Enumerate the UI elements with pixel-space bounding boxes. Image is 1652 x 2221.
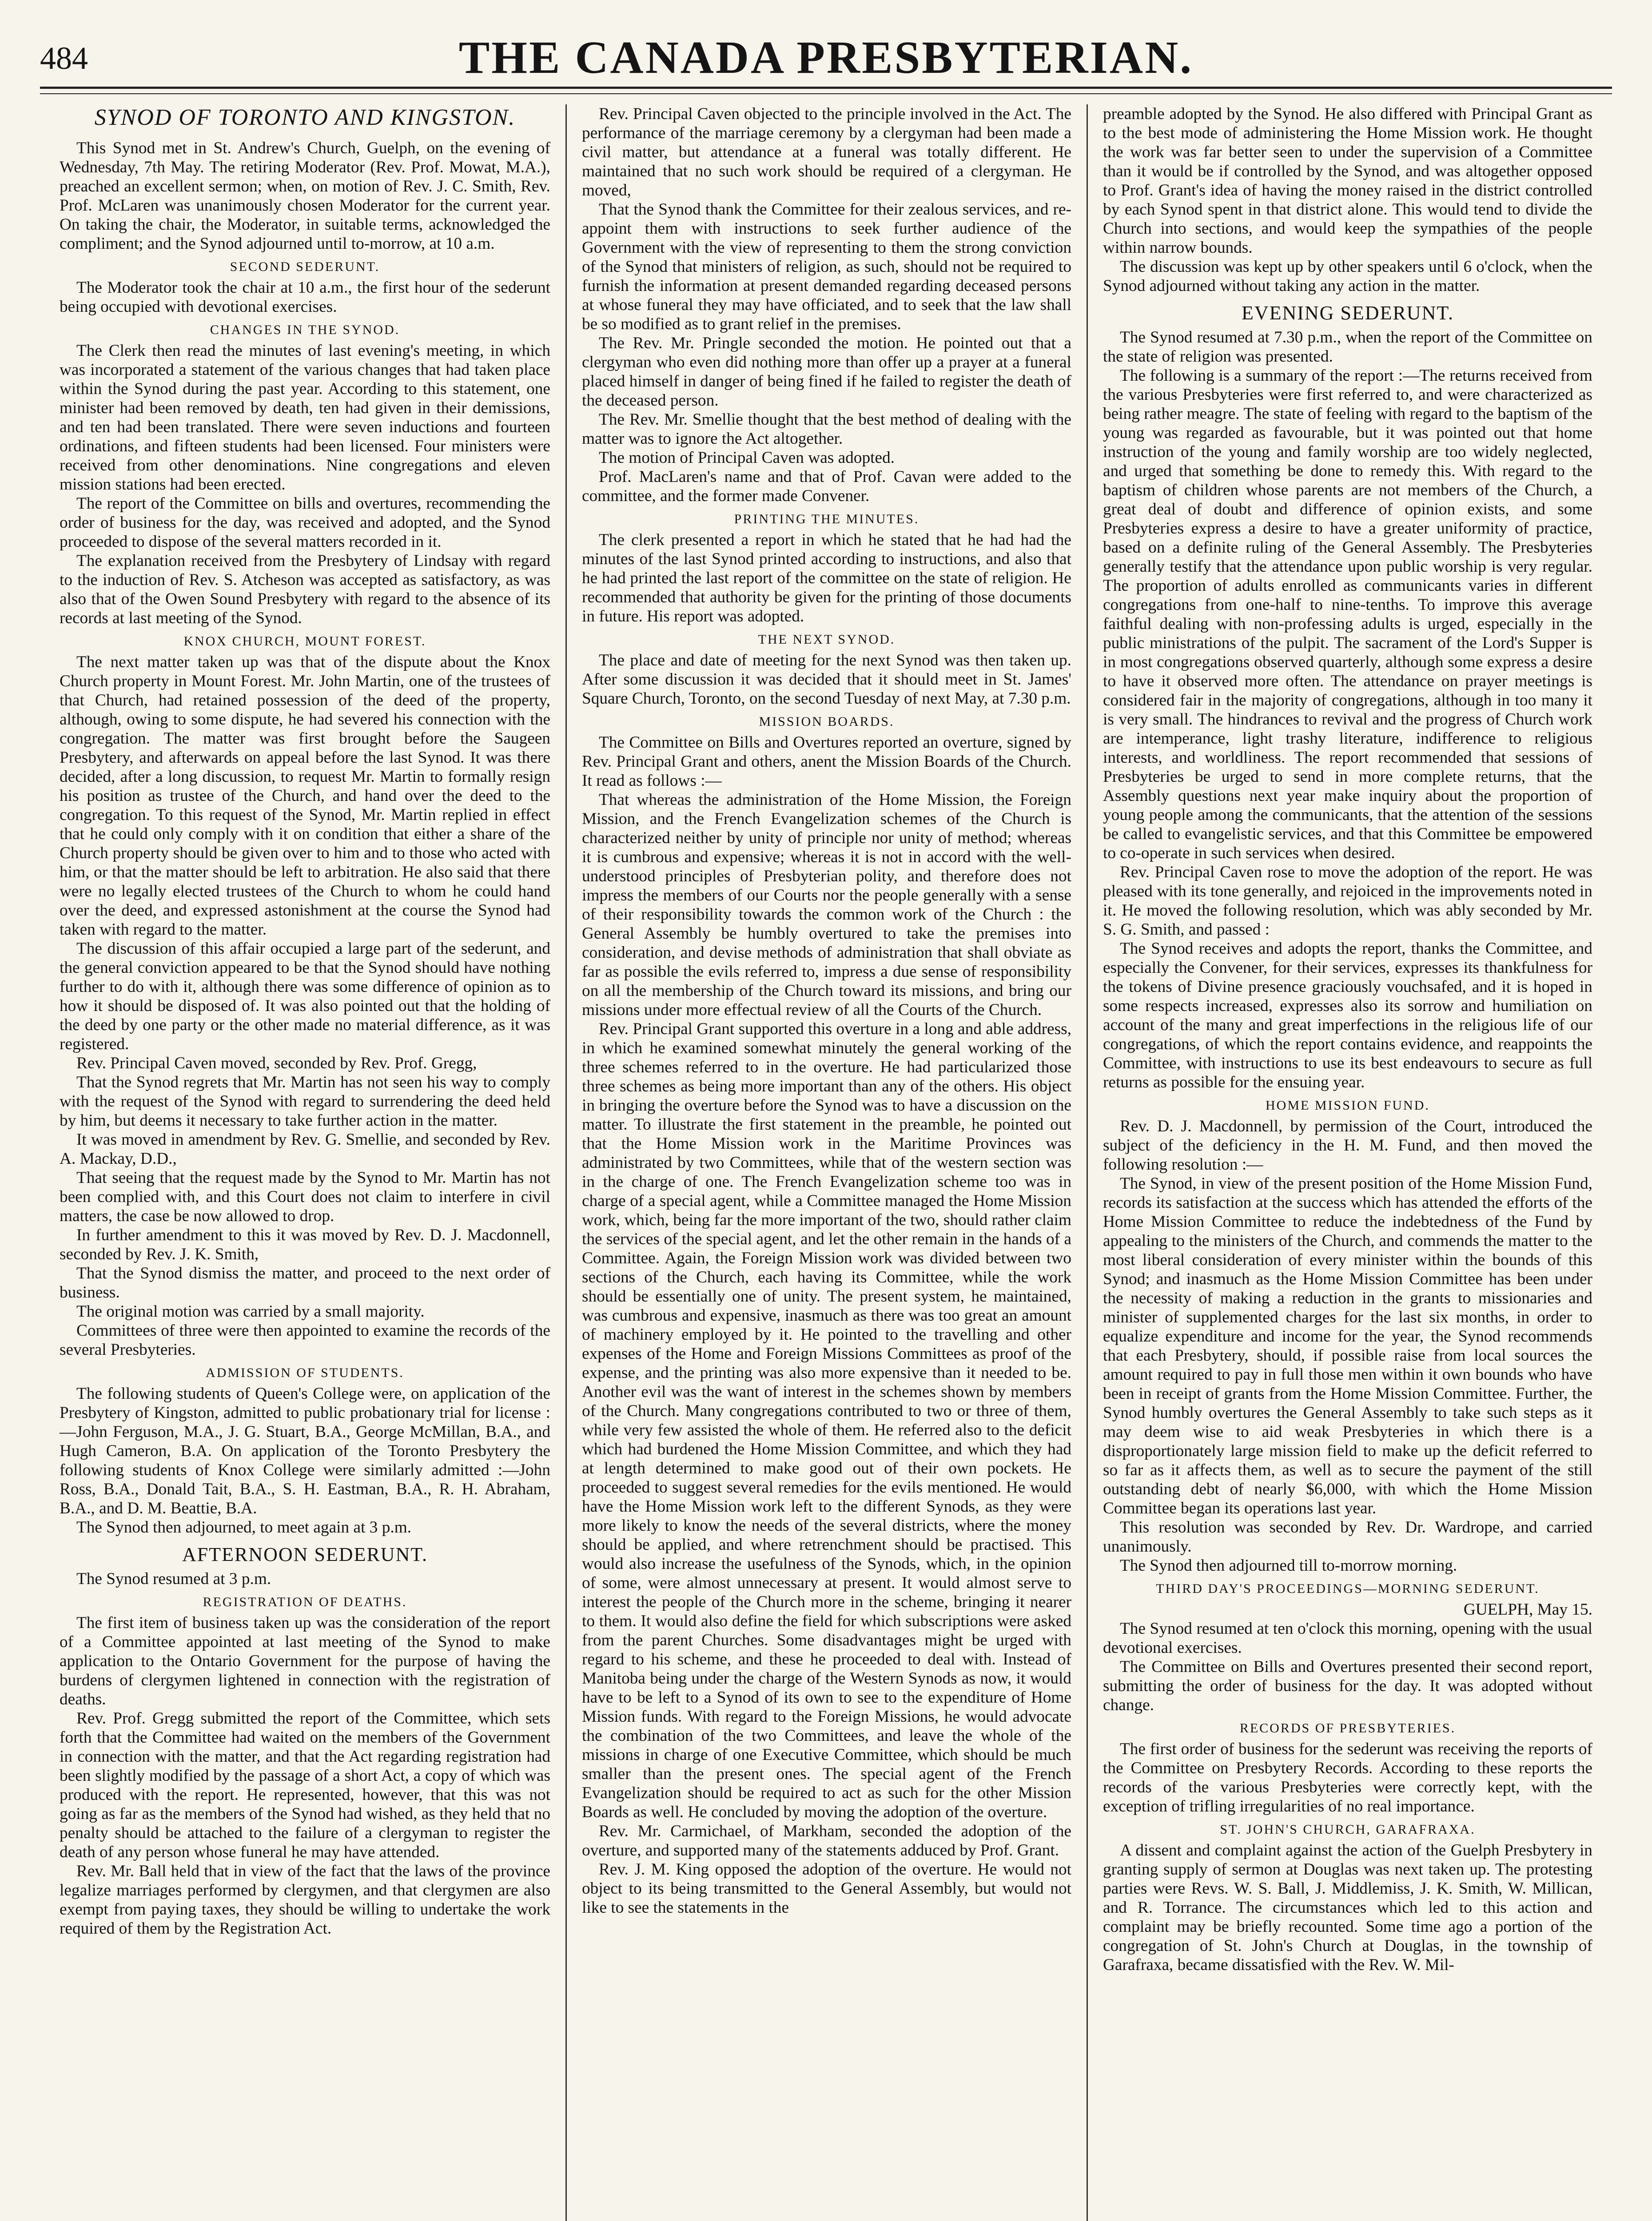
masthead: THE CANADA PRESBYTERIAN. [458, 32, 1194, 83]
paragraph: Rev. Mr. Carmichael, of Markham, seconded the adoption of the overture, and supported many of the statements adduced by Prof. Grant. [581, 1822, 1071, 1859]
paragraph: The discussion was kept up by other speakers until 6 o'clock, when the Synod adjourned without taking any action in the matter. [1103, 258, 1592, 295]
paragraph: A dissent and complaint against the action of the Guelph Presbytery in granting supply of sermon at Douglas was next taken up. The protesting parties were Revs. W. S. Ball, J. Middlemiss, J. K. Smith, W. Millican, and R. Torrance. The circumstances which led to this action and complaint may be briefly recounted. Some time ago a portion of the congregation of St. John's Church at Douglas, in the township of Garafraxa, became dissatisfied with the Rev. W. Mil- [1103, 1841, 1592, 1974]
paragraph: Rev. Principal Caven moved, seconded by Rev. Prof. Gregg, [76, 1054, 477, 1072]
section-heading-large: AFTERNOON SEDERUNT. [182, 1544, 428, 1565]
paragraph: The following students of Queen's College were, on application of the Presbytery of Kingston, admitted to public probationary trial for license :—John Ferguson, M.A., J. G. Stuart, B.A., George McMillan, B.A., and Hugh Cameron, B.A. On application of the Toronto Presbytery the following students of Knox College were similarly admitted :—John Ross, B.A., Donald Tait, B.A., S. H. Eastman, B.A., R. H. Abraham, B.A., and D. M. Beattie, B.A. [60, 1385, 550, 1517]
paragraph: It was moved in amendment by Rev. G. Smellie, and seconded by Rev. A. Mackay, D.D., [60, 1130, 550, 1168]
paragraph: Rev. Mr. Ball held that in view of the fact that the laws of the province legalize marriages performed by clergymen, and that clergymen are also exempt from paying taxes, they should be willing to undertake the work required of them by the Registration Act. [60, 1862, 550, 1938]
paragraph: The clerk presented a report in which he stated that he had had the minutes of the last Synod printed according to instructions, and also that he had printed the last report of the committee on the state of religion. He recommended that authority be given for the printing of those documents in future. His report was adopted. [581, 531, 1071, 625]
paragraph: The next matter taken up was that of the dispute about the Knox Church property in Mount Forest. Mr. John Martin, one of the trustees of that Church, had retained possession of the deed of the property, although, owing to some dispute, he had severed his connection with the congregation. The matter was first brought before the Saugeen Presbytery, and afterwards on appeal before the last Synod. It was there decided, after a long discussion, to request Mr. Martin to formally resign his position as trustee of the Church, and hand over the deed to the congregation. To this request of the Synod, Mr. Martin replied in effect that he could only comply with it on condition that either a share of the Church property should be given over to him and to those who acted with him, or that the matter should be left to arbitration. He also said that there were no legally elected trustees of the Church to whom he could hand over the deed, and expressed astonishment at the course the Synod had taken with regard to the matter. [60, 653, 550, 939]
page-header [40, 31, 1612, 84]
paragraph: The Synod then adjourned, to meet again at 3 p.m. [76, 1518, 412, 1536]
paragraph: The discussion of this affair occupied a large part of the sederunt, and the general conviction appeared to be that the Synod should have nothing further to do with it, although there was some difference of opinion as to how it should be disposed of. It was also pointed out that the holding of the deed by one party or the other made no material difference, as it was registered. [60, 939, 550, 1053]
paragraph: The Synod then adjourned till to-morrow morning. [1119, 1556, 1457, 1575]
section-heading: RECORDS OF PRESBYTERIES. [1239, 1721, 1456, 1735]
paragraph: The Rev. Mr. Pringle seconded the motion. He pointed out that a clergyman who even did nothing more than offer up a prayer at a funeral placed himself in danger of being fined if he failed to register the death of the deceased person. [581, 334, 1071, 410]
paragraph: In further amendment to this it was moved by Rev. D. J. Macdonnell, seconded by Rev. J. K. Smith, [60, 1226, 550, 1263]
header-rule [40, 87, 1612, 89]
paragraph: The original motion was carried by a small majority. [76, 1302, 425, 1321]
paragraph: The Moderator took the chair at 10 a.m., the first hour of the sederunt being occupied with devotional exercises. [60, 279, 550, 316]
column-2 [565, 104, 1087, 2221]
section-heading: KNOX CHURCH, MOUNT FOREST. [183, 634, 426, 649]
section-heading: SECOND SEDERUNT. [230, 259, 380, 274]
dateline: GUELPH, May 15. [1463, 1600, 1592, 1619]
section-heading: THIRD DAY'S PROCEEDINGS—MORNING SEDERUNT. [1156, 1581, 1540, 1596]
paragraph: The Clerk then read the minutes of last evening's meeting, in which was incorporated a statement of the various changes that had taken place within the Synod during the past year. According to this statement, one minister had been removed by death, ten had given in their demissions, and ten had been translated. There were seven inductions and fourteen ordinations, and fifteen students had been licensed. Four ministers were received from other denominations. Nine congregations and eleven mission stations had been erected. [60, 342, 550, 494]
paragraph: That the Synod dismiss the matter, and proceed to the next order of business. [60, 1264, 550, 1302]
paragraph: This resolution was seconded by Rev. Dr. Wardrope, and carried unanimously. [1103, 1518, 1592, 1556]
column-1 [44, 104, 565, 2221]
paragraph: preamble adopted by the Synod. He also differed with Principal Grant as to the best mode of administering the Home Mission work. He thought the work was far better seen to under the supervision of a Committee than it would be if controlled by the Synod, and was altogether opposed to Prof. Grant's idea of having the money raised in the district controlled by each Synod spent in that district alone. This would tend to divide the Church into sections, and would keep the sympathies of the people within narrow bounds. [1103, 105, 1592, 257]
paragraph: Rev. J. M. King opposed the adoption of the overture. He would not object to its being transmitted to the General Assembly, but would not like to see the statements in the [581, 1860, 1071, 1917]
paragraph: The Committee on Bills and Overtures reported an overture, signed by Rev. Principal Grant and others, anent the Mission Boards of the Church. It read as follows :— [581, 733, 1071, 790]
section-heading: REGISTRATION OF DEATHS. [203, 1595, 407, 1609]
paragraph: The report of the Committee on bills and overtures, recommending the order of business for the day, was received and adopted, and the Synod proceeded to dispose of the several matters recorded in it. [60, 494, 550, 551]
paragraph: The first order of business for the sederunt was receiving the reports of the Committee on Presbytery Records. According to these reports the records of the various Presbyteries were correctly kept, with the exception of trifling irregularities of no real importance. [1103, 1740, 1592, 1815]
section-heading-large: EVENING SEDERUNT. [1241, 302, 1454, 324]
paragraph: The Synod receives and adopts the report, thanks the Committee, and especially the Convener, for their services, expresses its thankfulness for the tokens of Divine presence graciously vouchsafed, and it is hoped in some respects increased, expresses also its sorrow and humiliation on account of the many and great imperfections in the religious life of our congregations, of which the report contains evidence, and reappoints the Committee, with instructions to use its best endeavours to secure as full returns as possible for the ensuing year. [1103, 939, 1592, 1091]
paragraph: The Synod resumed at 7.30 p.m., when the report of the Committee on the state of religion was presented. [1103, 328, 1592, 366]
paragraph: That seeing that the request made by the Synod to Mr. Martin has not been complied with, and this Court does not claim to interfere in civil matters, the case be now allowed to drop. [60, 1169, 550, 1225]
paragraph: The explanation received from the Presbytery of Lindsay with regard to the induction of Rev. S. Atcheson was accepted as satisfactory, as was also that of the Owen Sound Presbytery with regard to the absence of its records at last meeting of the Synod. [60, 552, 550, 627]
column-3 [1087, 104, 1608, 2221]
paragraph: That the Synod regrets that Mr. Martin has not seen his way to comply with the request of the Synod with regard to surrendering the deed held by him, but deems it necessary to take further action in the matter. [60, 1073, 550, 1130]
article-columns [44, 104, 1608, 2221]
page-number: 484 [40, 40, 88, 76]
section-heading: ADMISSION OF STUDENTS. [206, 1365, 404, 1380]
paragraph: The Synod resumed at 3 p.m. [76, 1570, 271, 1588]
section-heading: THE NEXT SYNOD. [758, 632, 896, 647]
header-rule-thin [40, 93, 1612, 94]
paragraph: Rev. Principal Grant supported this overture in a long and able address, in which he examined somewhat minutely the general working of the three schemes referred to in the overture. He had particularized those three schemes as being more important than any of the others. His object in bringing the overture before the Synod was to have a discussion on the matter. To illustrate the first statement in the preamble, he pointed out that the Home Mission work in the Maritime Provinces was administrated by two Committees, while that of the western section was in the charge of one. The French Evangelization scheme too was in charge of a special agent, while a Committee managed the Home Mission work, which, being far the more important of the two, should rather claim the services of the special agent, and let the other remain in the hands of a Committee. Again, the Foreign Mission work was divided between two sections of the Church, each having its Committee, while the work should be essentially one of unity. The present system, he maintained, was cumbrous and expensive, inasmuch as there was too great an amount of machinery employed by it. He pointed to the travelling and other expenses of the Home and Foreign Missions Committees as proof of the expense, and the printing was also more expensive than it needed to be. Another evil was the want of interest in the schemes shown by members of the Church. Many congregations contributed to two or three of them, while very few assisted the whole of them. He referred also to the deficit which had burdened the Home Mission Committee, and which they had at length determined to make good out of their own pockets. He proceeded to suggest several remedies for the evils mentioned. He would have the Home Mission work left to the different Synods, as they were more likely to know the needs of the several districts, where the money should be applied, and where retrenchment should be practised. This would also increase the usefulness of the Synods, which, in the opinion of some, were almost unnecessary at present. It would almost serve to interest the people of the Church more in the scheme, bringing it nearer to them. It would also define the field for which subscriptions were asked from the parent Churches. Some disadvantages might be urged with regard to his scheme, and these he proceeded to deal with. Instead of Manitoba being under the charge of the Western Synods as now, it would have to be left to a Synod of its own to see to the expenditure of Home Mission funds. With regard to the Foreign Missions, he would advocate the combination of the two Committees, and leave the whole of the missions in charge of one Executive Committee, which should be much smaller than the present ones. The special agent of the French Evangelization should be required to act as such for the other Mission Boards as well. He concluded by moving the adoption of the overture. [581, 1020, 1071, 1821]
section-heading: CHANGES IN THE SYNOD. [210, 322, 400, 337]
paragraph: This Synod met in St. Andrew's Church, Guelph, on the evening of Wednesday, 7th May. The retiring Moderator (Rev. Prof. Mowat, M.A.), preached an excellent sermon; when, on motion of Rev. J. C. Smith, Rev. Prof. McLaren was unanimously chosen Moderator for the current year. On taking the chair, the Moderator, in suitable terms, acknowledged the compliment; and the Synod adjourned until to-morrow, at 10 a.m. [60, 139, 550, 253]
paragraph: The motion of Principal Caven was adopted. [598, 449, 895, 467]
paragraph: The Rev. Mr. Smellie thought that the best method of dealing with the matter was to ignore the Act altogether. [581, 410, 1071, 448]
paragraph: The Synod resumed at ten o'clock this morning, opening with the usual devotional exercises. [1103, 1620, 1592, 1657]
paragraph: Committees of three were then appointed to examine the records of the several Presbyteries. [60, 1321, 550, 1359]
section-heading: PRINTING THE MINUTES. [734, 512, 920, 526]
paragraph: Rev. Principal Caven objected to the principle involved in the Act. The performance of the marriage ceremony by a clergyman had been made a civil matter, but attendance at a funeral was totally different. He maintained that no such work should be required of a clergyman. He moved, [581, 105, 1071, 199]
paragraph: Rev. Principal Caven rose to move the adoption of the report. He was pleased with its tone generally, and rejoiced in the improvements noted in it. He moved the following resolution, which was ably seconded by Mr. S. G. Smith, and passed : [1103, 863, 1592, 939]
section-heading: MISSION BOARDS. [759, 714, 895, 729]
paragraph: The Committee on Bills and Overtures presented their second report, submitting the order of business for the day. It was adopted without change. [1103, 1658, 1592, 1714]
paragraph: The following is a summary of the report :—The returns received from the various Presbyteries were first referred to, and were characterized as being rather meagre. The state of feeling with regard to the baptism of the young was regarded as favourable, but it was pointed out that home instruction of the young and family worship are too widely neglected, and urged that something be done to remedy this. With regard to the baptism of children whose parents are not members of the Church, a great deal of doubt and difference of opinion exists, and some Presbyteries express a desire to have a greater uniformity of practice, based on a definite ruling of the General Assembly. The Presbyteries generally testify that the attendance upon public worship is very regular. The proportion of adults enrolled as communicants varies in different congregations from one-half to nine-tenths. To improve this average faithful dealing with non-professing adults is urged, especially in the public ministrations of the pulpit. The sacrament of the Lord's Supper is in most congregations observed quarterly, although some express a desire to have it observed more often. The attendance on prayer meetings is considered fair in the majority of congregations, although in too many it is very small. The hindrances to revival and the progress of Church work are intemperance, light trashy literature, indifference to religious interests, and worldliness. The report recommended that sessions of Presbyteries be urged to send in more complete returns, that the Assembly questions next year make inquiry about the proportion of young people among the communicants, that the attention of the sessions be called to evangelistic services, and that this Committee be empowered to co-operate in such services when desired. [1103, 366, 1592, 862]
paragraph: Prof. MacLaren's name and that of Prof. Cavan were added to the committee, and the former made Convener. [581, 468, 1071, 505]
article-title: SYNOD OF TORONTO AND KINGSTON. [94, 105, 516, 130]
paragraph: The Synod, in view of the present position of the Home Mission Fund, records its satisfaction at the success which has attended the efforts of the Home Mission Committee to reduce the indebtedness of the Fund by appealing to the ministers of the Church, and commends the matter to the most liberal consideration of every minister within the bounds of this Synod; and inasmuch as the Home Mission Committee has been under the necessity of making a reduction in the grants to missionaries and minister of supplemented charges for the last six months, in order to equalize expenditure and income for the year, the Synod recommends that each Presbytery, should, if possible raise from local sources the amount required to pay in full those men within it own bounds who have been in receipt of grants from the Home Mission Committee. Further, the Synod humbly overtures the General Assembly to take such steps as it may deem wise to aid weak Presbyteries in which there is a disproportionately large mission field to make up the deficit referred to so far as it affects them, as well as to secure the payment of the still outstanding debt of nearly $6,000, with which the Home Mission Committee began its operations last year. [1103, 1174, 1592, 1517]
paragraph: That the Synod thank the Committee for their zealous services, and re-appoint them with instructions to seek further audience of the Government with the view of representing to them the strong conviction of the Synod that ministers of religion, as such, should not be required to furnish the information at present demanded regarding deceased persons at whose funeral they may have officiated, and to seek that the law shall be so modified as to grant relief in the premises. [581, 200, 1071, 333]
section-heading: HOME MISSION FUND. [1266, 1098, 1430, 1113]
section-heading: ST. JOHN'S CHURCH, GARAFRAXA. [1220, 1822, 1476, 1837]
paragraph: The place and date of meeting for the next Synod was then taken up. After some discussion it was decided that it should meet in St. James' Square Church, Toronto, on the second Tuesday of next May, at 7.30 p.m. [581, 651, 1071, 708]
paragraph: Rev. D. J. Macdonnell, by permission of the Court, introduced the subject of the deficiency in the H. M. Fund, and then moved the following resolution :— [1103, 1117, 1592, 1174]
paragraph: The first item of business taken up was the consideration of the report of a Committee appointed at last meeting of the Synod to make application to the Ontario Government for the purpose of having the burdens of clergymen lightened in connection with the registration of deaths. [60, 1614, 550, 1708]
paragraph: That whereas the administration of the Home Mission, the Foreign Mission, and the French Evangelization schemes of the Church is characterized neither by unity of principle nor unity of method; whereas it is cumbrous and expensive; whereas it is not in accord with the well-understood principles of Presbyterian polity, and therefore does not impress the members of our Courts nor the people generally with a sense of their responsibility towards the common work of the Church : the General Assembly be humbly overtured to take the premises into consideration, and devise methods of administration that shall obviate as far as possible the evils referred to, impress a due sense of responsibility on all the membership of the Church toward its missions, and bring our missions under more effectual review of all the Courts of the Church. [581, 791, 1071, 1019]
paragraph: Rev. Prof. Gregg submitted the report of the Committee, which sets forth that the Committee had waited on the members of the Government in connection with the matter, and that the Act regarding registration had been slightly modified by the passage of a short Act, a copy of which was produced with the report. He represented, however, that this was not going as far as the members of the Synod had wished, as they held that no penalty should be attached to the failure of a clergyman to register the death of any person whose funeral he may have attended. [60, 1709, 550, 1861]
